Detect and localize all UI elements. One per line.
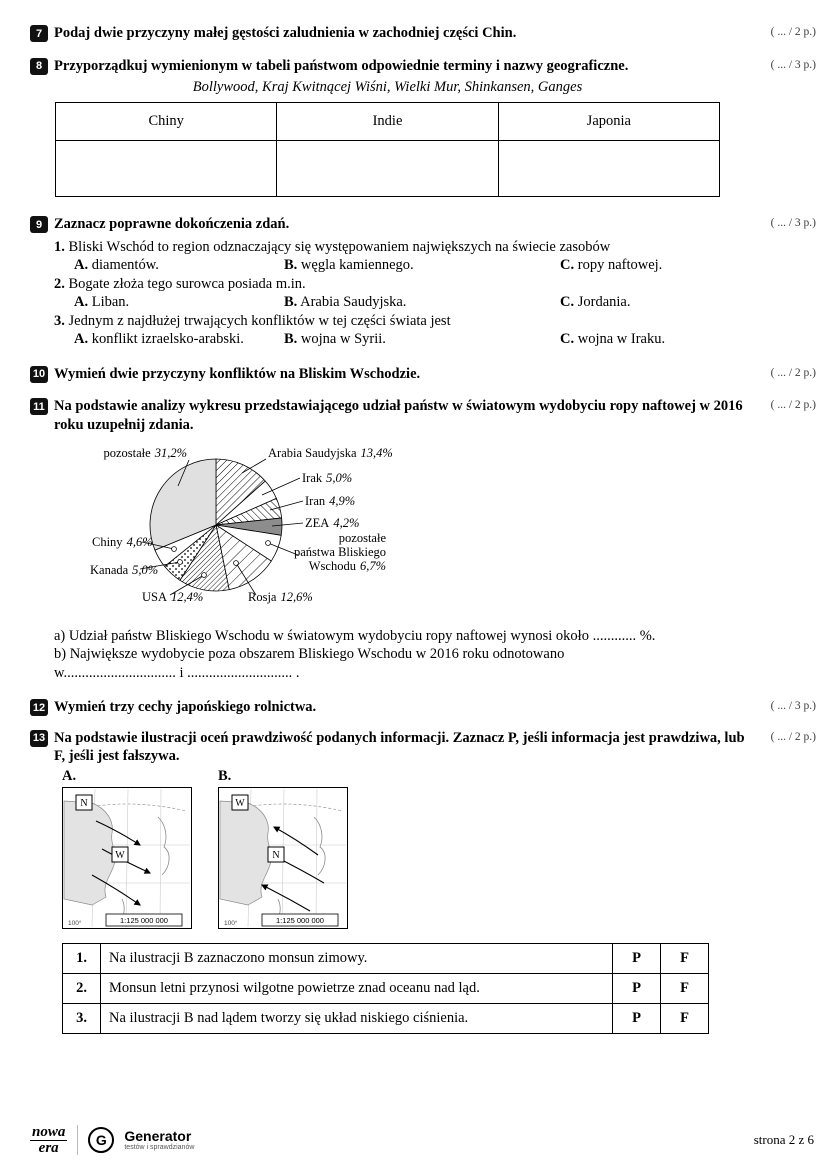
question-13 [30, 729, 816, 1034]
tf-row-2-f-cell: F [661, 973, 709, 1003]
question-9-number-badge: 9 [30, 216, 48, 233]
q11-blank-b-line2: w............................... i ............................. . [54, 664, 300, 681]
pie-label-arabia-saudyjska: Arabia Saudyjska 13,4% [268, 445, 393, 460]
q9-stem-3-number: 3. [54, 312, 65, 329]
nowa-era-logo-top: nowa [32, 1123, 66, 1140]
question-11-points: ( ... / 2 p.) [770, 399, 816, 412]
page-number: strona 2 z 6 [753, 1132, 814, 1147]
pie-label-rosja: Rosja 12,6% [248, 589, 313, 604]
question-11 [30, 397, 816, 682]
map-letter-labels [62, 768, 816, 785]
pie-label-zea: ZEA 4,2% [305, 515, 360, 530]
tf-row-3-number: 3. [63, 1003, 101, 1033]
q9-stem-1-number: 1. [54, 238, 65, 255]
tf-row-1-statement: Na ilustracji B zaznaczono monsun zimowy. [101, 943, 613, 973]
match-table-answer-row [56, 141, 720, 197]
nowa-era-logo [30, 1123, 67, 1156]
monsoon-map-b [218, 787, 348, 929]
page-footer [30, 1125, 814, 1155]
answer-cell-chiny [56, 141, 277, 197]
match-table-header-row [56, 103, 720, 141]
q9-2-option-a: A. Liban. [74, 294, 130, 311]
question-8-number-badge: 8 [30, 58, 48, 75]
q9-stem-2: 2. Bogate złoża tego surowca posiada m.in. [54, 275, 306, 292]
q11-blank-a: a) Udział państw Bliskiego Wschodu w światowym wydobyciu ropy naftowej wynosi około ............ %. [54, 627, 656, 644]
pie-label-bliski-wschod-3: Wschodu 6,7% [308, 558, 386, 573]
q9-3-option-a: A. konflikt izraelsko-arabski. [74, 331, 244, 348]
question-11-text: Na podstawie analizy wykresu przedstawiającego udział państw w światowym wydobyciu ropy naftowej w 2016 roku uzupełnij zdania. [54, 398, 743, 434]
q9-options-3 [74, 330, 816, 349]
question-9-points: ( ... / 3 p.) [770, 217, 816, 230]
question-10-text: Wymień dwie przyczyny konfliktów na Bliskim Wschodzie. [54, 365, 421, 382]
map-a-label: A. [62, 767, 77, 784]
tf-row-3-statement: Na ilustracji B nad lądem tworzy się układ niskiego ciśnienia. [101, 1003, 613, 1033]
tf-row-2-p-cell: P [613, 973, 661, 1003]
map-b-scale: 1:125 000 000 [276, 915, 324, 925]
question-13-number-badge: 13 [30, 730, 48, 747]
question-7-number-badge: 7 [30, 25, 48, 42]
tf-row-3 [63, 1003, 709, 1033]
pie-slices-group [150, 459, 282, 591]
question-8-text: Przyporządkuj wymienionym w tabeli państwom odpowiednie terminy i nazwy geograficzne. [54, 57, 629, 74]
question-10-number-badge: 10 [30, 366, 48, 383]
pie-label-usa: USA 12,4% [142, 589, 204, 604]
map-a-top-letter: N [80, 797, 88, 809]
match-table-header-chiny: Chiny [56, 103, 277, 141]
generator-subtitle: testów i sprawdzianów [124, 1144, 195, 1151]
question-11-number-badge: 11 [30, 398, 48, 415]
question-9-text: Zaznacz poprawne dokończenia zdań. [54, 216, 290, 233]
question-8 [30, 57, 816, 198]
tf-row-1-f-cell: F [661, 943, 709, 973]
q9-2-option-b: B. Arabia Saudyjska. [284, 294, 407, 311]
question-8-points: ( ... / 3 p.) [770, 58, 816, 71]
q9-2-option-c: C. Jordania. [560, 294, 631, 311]
q9-stem-2-number: 2. [54, 275, 65, 292]
q9-stem-1: 1. Bliski Wschód to region odznaczający się występowaniem największych na świecie zasobów [54, 238, 611, 255]
pie-label-chiny: Chiny 4,6% [92, 534, 153, 549]
q9-options-1 [74, 256, 816, 275]
terms-word-bank: Bollywood, Kraj Kwitnącej Wiśni, Wielki Mur, Shinkansen, Ganges [192, 79, 583, 96]
oil-production-pie-chart [90, 441, 710, 619]
question-10-points: ( ... / 2 p.) [770, 366, 816, 379]
answer-cell-japonia [498, 141, 719, 197]
q9-3-option-b: B. wojna w Syrii. [284, 331, 386, 348]
tf-row-2-number: 2. [63, 973, 101, 1003]
tf-row-1-number: 1. [63, 943, 101, 973]
question-12-number-badge: 12 [30, 699, 48, 716]
tf-row-1 [63, 943, 709, 973]
generator-title: Generator [124, 1128, 192, 1144]
question-7 [30, 24, 816, 43]
pie-label-kanada: Kanada 5,0% [90, 562, 159, 577]
true-false-table [62, 943, 709, 1034]
pie-label-bliski-wschod-1: pozostałe [338, 530, 386, 545]
map-a-scale: 1:125 000 000 [120, 915, 168, 925]
question-12-text: Wymień trzy cechy japońskiego rolnictwa. [54, 699, 317, 716]
question-7-text: Podaj dwie przyczyny małej gęstości zaludnienia w zachodniej części Chin. [54, 25, 517, 41]
question-9 [30, 215, 816, 349]
answer-cell-indie [277, 141, 498, 197]
generator-wordmark [124, 1129, 194, 1151]
tf-row-2 [63, 973, 709, 1003]
nowa-era-logo-bottom: era [38, 1139, 59, 1156]
footer-divider [77, 1125, 78, 1155]
q11-blank-b-line1: b) Największe wydobycie poza obszarem Bliskiego Wschodu w 2016 roku odnotowano [54, 646, 565, 663]
q9-stem-3: 3. Jednym z najdłużej trwających konfliktów w tej części świata jest [54, 312, 451, 329]
monsoon-map-a [62, 787, 192, 929]
tf-row-3-p-cell: P [613, 1003, 661, 1033]
pie-label-irak: Irak 5,0% [302, 470, 353, 485]
generator-logo-icon: G [88, 1127, 114, 1153]
question-13-points: ( ... / 2 p.) [770, 730, 816, 743]
tf-row-2-statement: Monsun letni przynosi wilgotne powietrze znad oceanu nad ląd. [101, 973, 613, 1003]
pie-chart-svg [90, 441, 710, 619]
map-a-mid-letter: W [115, 849, 125, 861]
match-table-header-japonia: Japonia [498, 103, 719, 141]
question-12 [30, 698, 816, 717]
match-table-header-indie: Indie [277, 103, 498, 141]
map-b-tick-label: 100° [224, 919, 238, 927]
map-b-label: B. [218, 767, 232, 784]
question-7-points: ( ... / 2 p.) [770, 26, 816, 38]
q9-1-option-c: C. ropy naftowej. [560, 257, 663, 274]
monsoon-maps [62, 787, 816, 929]
map-a-tick-label: 100° [68, 919, 82, 927]
question-10 [30, 365, 816, 384]
pie-label-bliski-wschod-2: państwa Bliskiego [293, 544, 386, 559]
q9-3-option-c: C. wojna w Iraku. [560, 331, 666, 348]
map-b-mid-letter: N [272, 849, 280, 861]
tf-row-1-p-cell: P [613, 943, 661, 973]
q9-1-option-b: B. węgla kamiennego. [284, 257, 414, 274]
question-13-text: Na podstawie ilustracji oceń prawdziwość podanych informacji. Zaznacz P, jeśli informacja jest prawdziwa, lub F, jeśli jest fałszywa. [54, 729, 745, 765]
match-table [55, 102, 720, 197]
question-12-points: ( ... / 3 p.) [770, 700, 816, 713]
q9-1-option-a: A. diamentów. [74, 257, 159, 274]
tf-row-3-f-cell: F [661, 1003, 709, 1033]
q9-options-2 [74, 293, 816, 312]
pie-label-pozostale: pozostałe 31,2% [103, 445, 187, 460]
map-b-top-letter: W [235, 797, 245, 809]
pie-label-iran: Iran 4,9% [305, 493, 356, 508]
